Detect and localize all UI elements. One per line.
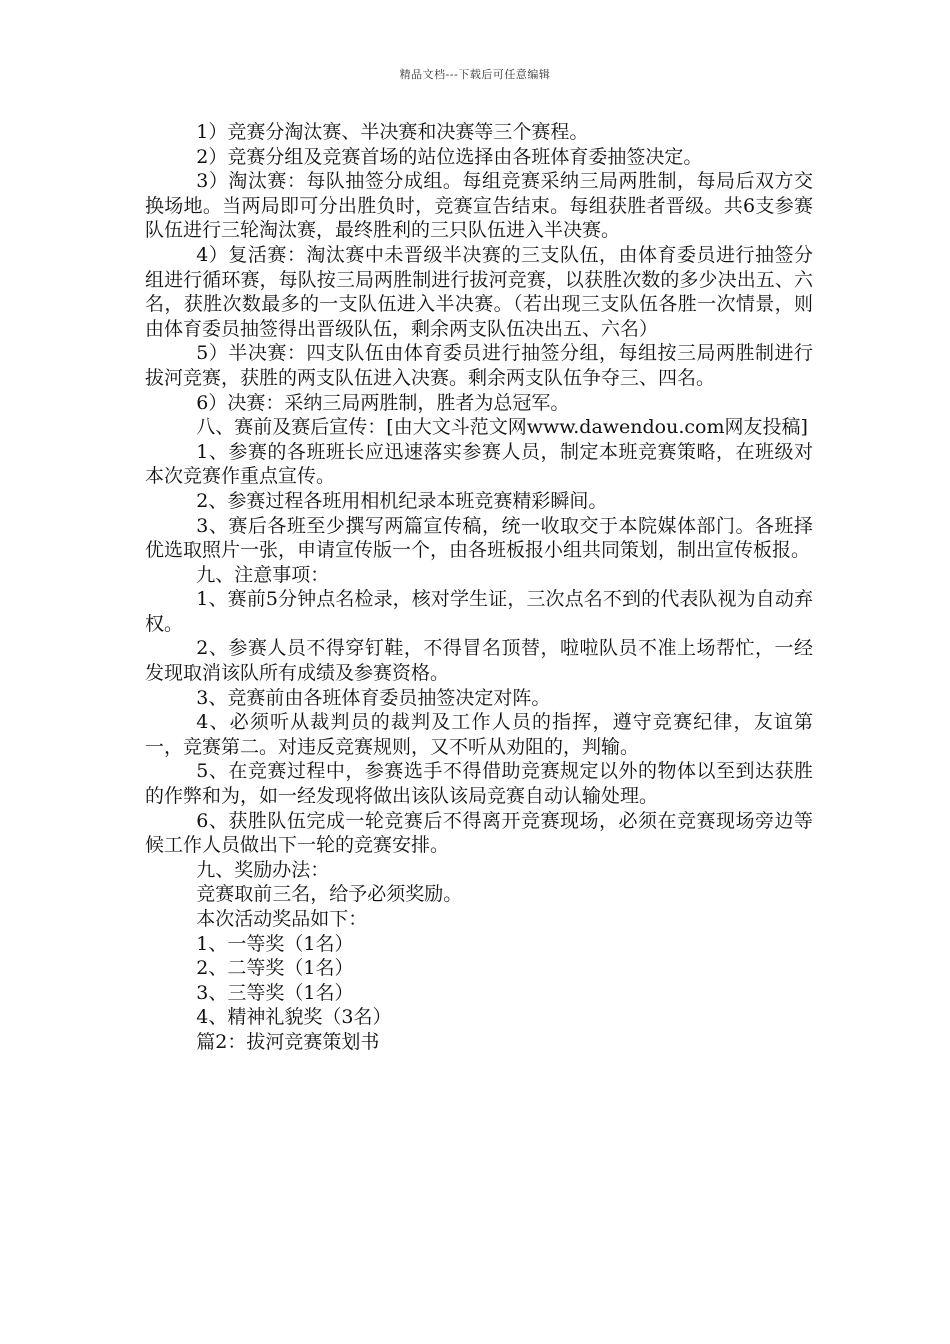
rule-final: 6）决赛：采纳三局两胜制，胜者为总冠军。 bbox=[196, 391, 570, 414]
section-notes-heading: 九、注意事项： bbox=[196, 563, 330, 586]
rule-semifinal: 5）半决赛：四支队伍由体育委员进行抽签分组，每组按三局两胜制进行拔河竞赛，获胜的两支队伍进入决赛。剩余两支队伍争夺三、四名。 bbox=[145, 342, 813, 389]
rule-elimination: 3）淘汰赛：每队抽签分成组。每组竞赛采纳三局两胜制，每局后双方交换场地。当两局即可分出胜负时，竞赛宣告结束。每组获胜者晋级。共6支参赛队伍进行三轮淘汰赛，最终胜利的三只队伍进入半决赛。 bbox=[145, 170, 813, 242]
notes-item-3: 3、竞赛前由各班体育委员抽签决定对阵。 bbox=[196, 686, 551, 709]
next-article-title: 篇2：拔河竞赛策划书 bbox=[196, 1030, 380, 1053]
notes-item-4: 4、必须听从裁判员的裁判及工作人员的指挥，遵守竞赛纪律，友谊第一，竞赛第二。对违反竞赛规则，又不听从劝阻的，判输。 bbox=[145, 711, 813, 758]
page-header: 精品文档---下载后可任意编辑 bbox=[399, 68, 551, 81]
awards-intro: 竞赛取前三名，给予必须奖励。 bbox=[196, 883, 463, 906]
section-publicity-heading: 八、赛前及赛后宣传：[由大文斗范文网www.dawendou.com网友投稿] bbox=[196, 416, 808, 439]
section-awards-heading: 九、奖励办法： bbox=[196, 858, 330, 881]
document-body bbox=[145, 120, 813, 1055]
awards-list-heading: 本次活动奖品如下： bbox=[196, 908, 368, 930]
award-item-2: 2、二等奖（1名） bbox=[196, 957, 354, 980]
award-item-4: 4、精神礼貌奖（3名） bbox=[196, 1006, 392, 1029]
rule-stages: 1）竞赛分淘汰赛、半决赛和决赛等三个赛程。 bbox=[196, 121, 589, 143]
award-item-1: 1、一等奖（1名） bbox=[196, 932, 354, 955]
rule-repechage: 4）复活赛：淘汰赛中未晋级半决赛的三支队伍，由体育委员进行抽签分组进行循环赛，每队按三局两胜制进行拔河竞赛，以获胜次数的多少决出五、六名，获胜次数最多的一支队伍进入半决赛。（若出现三支队伍各胜一次情景，则由体育委员抽签得出晋级队伍，剩余两支队伍决出五、六名） bbox=[145, 243, 813, 340]
publicity-item-1: 1、参赛的各班班长应迅速落实参赛人员，制定本班竞赛策略，在班级对本次竞赛作重点宣传。 bbox=[145, 440, 813, 488]
award-item-3: 3、三等奖（1名） bbox=[196, 981, 354, 1004]
notes-item-5: 5、在竞赛过程中，参赛选手不得借助竞赛规定以外的物体以至到达获胜的作弊和为，如一经发现将做出该队该局竞赛自动认输处理。 bbox=[145, 760, 813, 808]
publicity-item-2: 2、参赛过程各班用相机纪录本班竞赛精彩瞬间。 bbox=[196, 489, 608, 512]
notes-item-2: 2、参赛人员不得穿钉鞋，不得冒名顶替，啦啦队员不准上场帮忙，一经发现取消该队所有成绩及参赛资格。 bbox=[145, 637, 813, 685]
publicity-item-3: 3、赛后各班至少撰写两篇宣传稿，统一收取交于本院媒体部门。各班择优选取照片一张，申请宣传版一个，由各班板报小组共同策划，制出宣传板报。 bbox=[145, 514, 813, 562]
rule-grouping: 2）竞赛分组及竞赛首场的站位选择由各班体育委抽签决定。 bbox=[196, 145, 703, 168]
notes-item-1: 1、赛前5分钟点名检录，核对学生证，三次点名不到的代表队视为自动弃权。 bbox=[145, 588, 813, 635]
notes-item-6: 6、获胜队伍完成一轮竞赛后不得离开竞赛现场，必须在竞赛现场旁边等候工作人员做出下一轮的竞赛安排。 bbox=[145, 809, 813, 857]
